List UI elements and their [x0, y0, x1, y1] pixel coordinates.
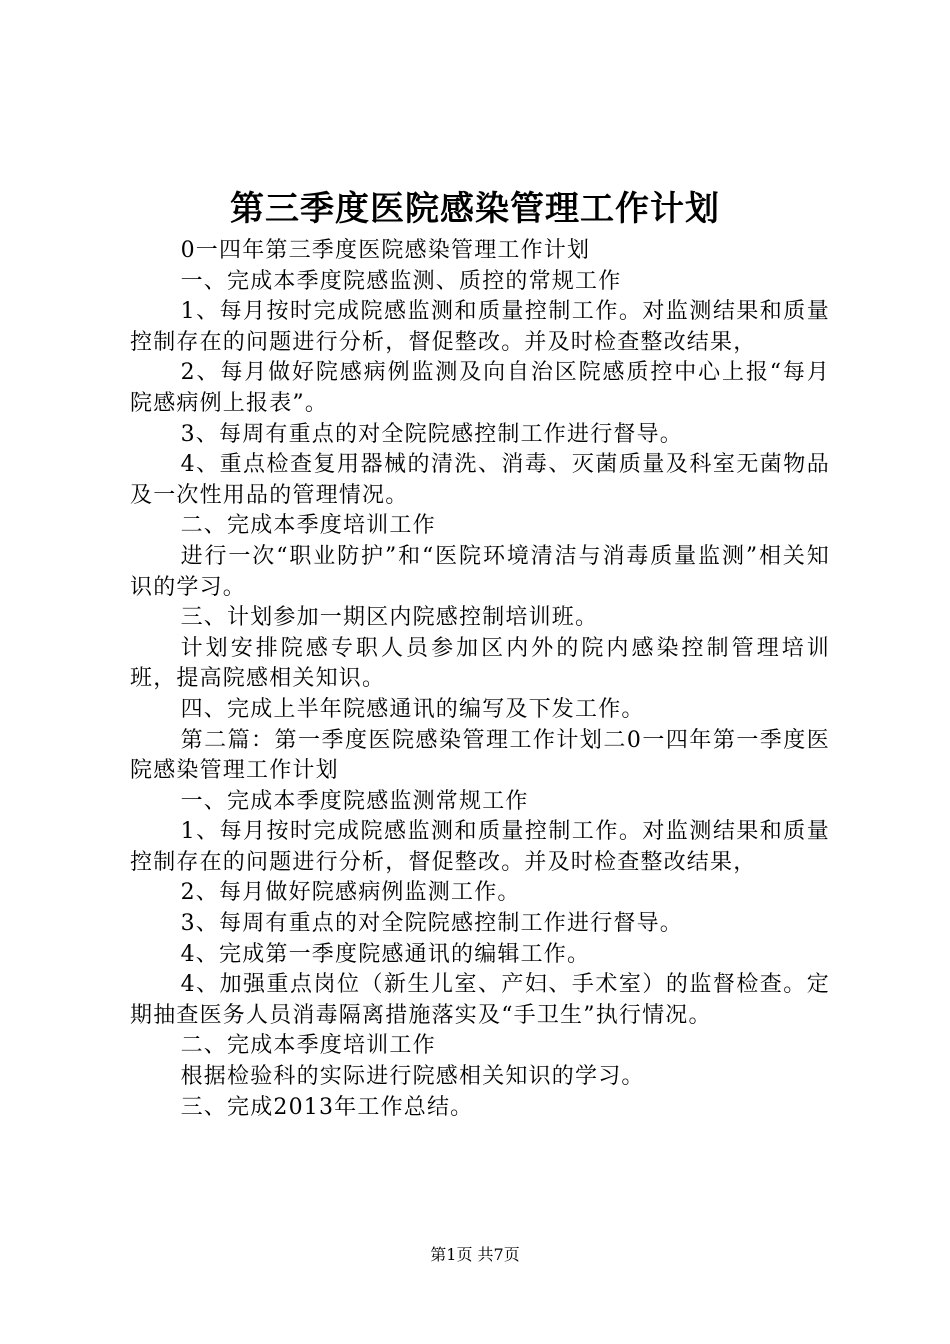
paragraph: 计划安排院感专职人员参加区内外的院内感染控制管理培训班，提高院感相关知识。	[130, 635, 830, 692]
paragraph: 1、每月按时完成院感监测和质量控制工作。对监测结果和质量控制存在的问题进行分析，督促整改。并及时检查整改结果，	[130, 299, 830, 355]
document-title: 第三季度医院感染管理工作计划	[230, 189, 720, 229]
paragraph: 0一四年第三季度医院感染管理工作计划	[180, 238, 591, 263]
paragraph: 二、完成本季度培训工作	[180, 1033, 436, 1059]
paragraph: 第二篇：第一季度医院感染管理工作计划二0一四年第一季度医院感染管理工作计划	[130, 727, 830, 784]
paragraph: 4、重点检查复用器械的清洗、消毒、灭菌质量及科室无菌物品及一次性用品的管理情况。	[130, 452, 830, 508]
paragraph: 3、每周有重点的对全院院感控制工作进行督导。	[180, 421, 683, 447]
paragraph: 2、每月做好院感病例监测工作。	[180, 880, 521, 906]
paragraph: 三、完成2013年工作总结。	[180, 1094, 474, 1120]
paragraph: 四、完成上半年院感通讯的编写及下发工作。	[180, 696, 645, 722]
paragraph: 4、加强重点岗位（新生儿室、产妇、手术室）的监督检查。定期抽查医务人员消毒隔离措施落实及“手卫生”执行情况。	[130, 972, 830, 1028]
paragraph: 1、每月按时完成院感监测和质量控制工作。对监测结果和质量控制存在的问题进行分析，督促整改。并及时检查整改结果，	[130, 819, 830, 875]
paragraph: 根据检验科的实际进行院感相关知识的学习。	[180, 1064, 645, 1090]
paragraph: 4、完成第一季度院感通讯的编辑工作。	[180, 941, 591, 967]
page-number-footer: 第1页 共7页	[430, 1245, 520, 1264]
paragraph: 二、完成本季度培训工作	[180, 513, 436, 539]
paragraph: 一、完成本季度院感监测常规工作	[180, 788, 529, 814]
paragraph: 三、计划参加一期区内院感控制培训班。	[180, 605, 599, 631]
paragraph: 一、完成本季度院感监测、质控的常规工作	[180, 268, 622, 294]
paragraph: 进行一次“职业防护”和“医院环境清洁与消毒质量监测”相关知识的学习。	[130, 543, 830, 600]
paragraph: 2、每月做好院感病例监测及向自治区院感质控中心上报“每月院感病例上报表”。	[130, 360, 830, 416]
document-body	[130, 236, 830, 1123]
paragraph: 3、每周有重点的对全院院感控制工作进行督导。	[180, 911, 683, 937]
